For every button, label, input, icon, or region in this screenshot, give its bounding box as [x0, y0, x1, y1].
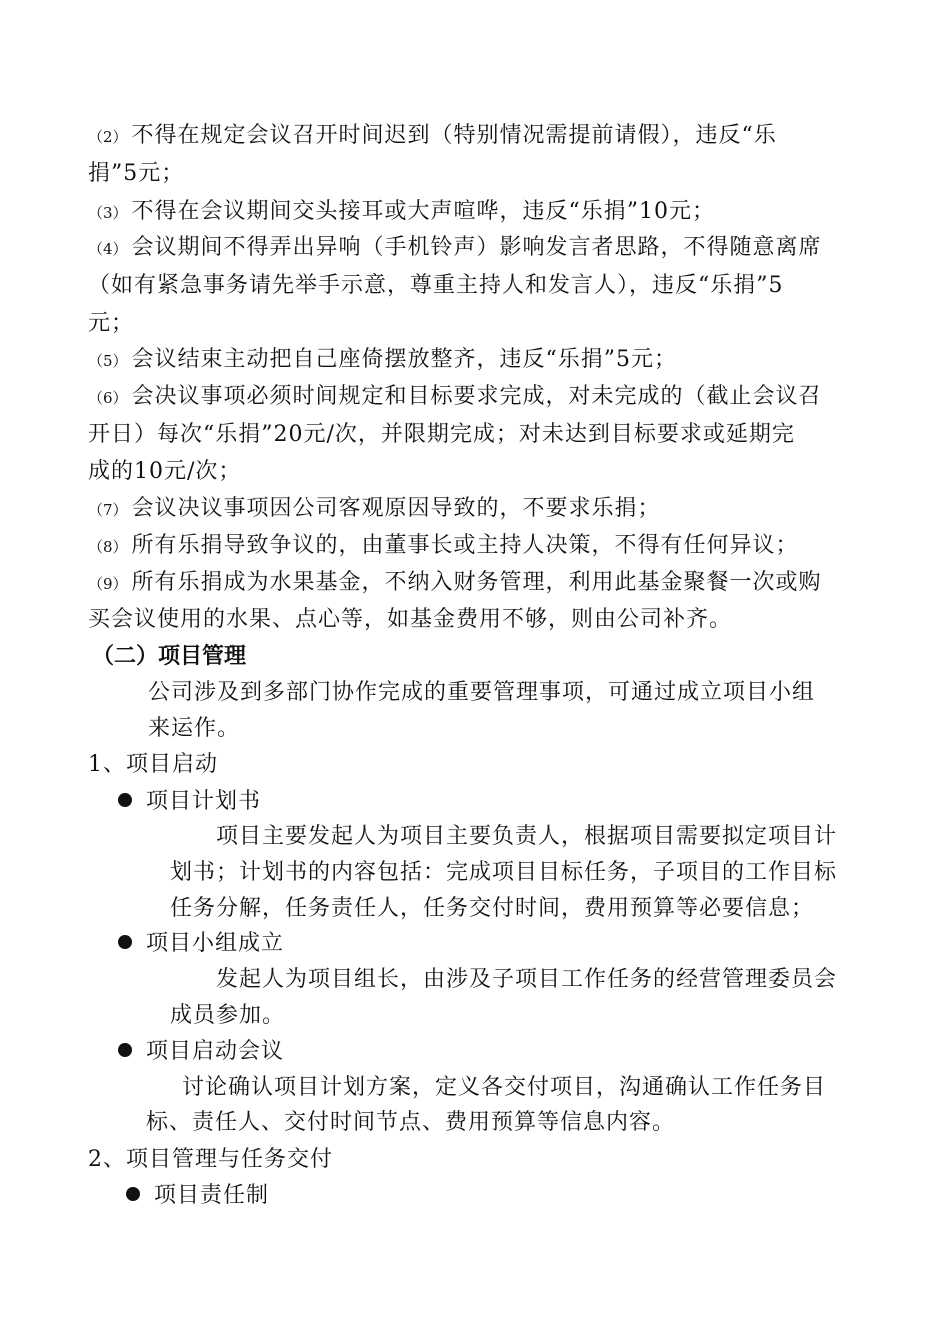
bullet-item [126, 1181, 269, 1211]
section-heading: （二）项目管理 [92, 644, 247, 669]
rule-text-continued: 捐”5元； [88, 161, 185, 186]
bullet-title: 项目小组成立 [146, 931, 285, 956]
rule-item-3 [88, 197, 715, 228]
rule-text: 所有乐捐成为水果基金，不纳入财务管理，利用此基金聚餐一次或购 [131, 570, 822, 595]
bullet-title: 项目计划书 [146, 789, 262, 814]
section-intro-continued: 来运作。 [148, 716, 241, 741]
bullet-item [118, 1037, 284, 1067]
rule-number: （6） [88, 389, 128, 407]
bullet-title: 项目责任制 [154, 1183, 270, 1208]
rule-text-continued: 开日）每次“乐捐”20元/次，并限期完成；对未达到目标要求或延期完 [88, 422, 795, 447]
rule-item-4 [88, 233, 822, 264]
bullet-body: 讨论确认项目计划方案，定义各交付项目，沟通确认工作任务目 [182, 1075, 827, 1100]
rule-item-6 [88, 382, 822, 413]
bullet-dot-icon [118, 793, 132, 807]
rule-text: 所有乐捐导致争议的，由董事长或主持人决策，不得有任何异议； [131, 533, 799, 558]
rule-text-continued: 成的10元/次； [88, 459, 242, 484]
bullet-body: 项目主要发起人为项目主要负责人，根据项目需要拟定项目计 [216, 824, 838, 849]
rule-number: （3） [88, 204, 128, 222]
bullet-dot-icon [118, 1043, 132, 1057]
rule-number: （4） [88, 240, 128, 258]
rule-text-continued: 元； [88, 311, 135, 336]
bullet-body: 发起人为项目组长，由涉及子项目工作任务的经营管理委员会 [216, 967, 838, 992]
rule-item-9 [88, 568, 822, 599]
rule-text-continued: 买会议使用的水果、点心等，如基金费用不够，则由公司补齐。 [88, 607, 733, 632]
subsection-title: 2、项目管理与任务交付 [88, 1147, 333, 1172]
rule-number: （5） [88, 352, 128, 370]
bullet-item [118, 929, 284, 959]
rule-item-7 [88, 494, 661, 525]
rule-text: 不得在会议期间交头接耳或大声喧哗，违反“乐捐”10元； [131, 199, 716, 224]
bullet-body-continued: 成员参加。 [170, 1003, 286, 1028]
rule-text: 会议结束主动把自己座倚摆放整齐，违反“乐捐”5元； [131, 347, 678, 372]
rule-text: 会决议事项必须时间规定和目标要求完成，对未完成的（截止会议召 [131, 384, 822, 409]
bullet-title: 项目启动会议 [146, 1039, 285, 1064]
section-intro: 公司涉及到多部门协作完成的重要管理事项，可通过成立项目小组 [148, 680, 816, 705]
rule-number: （9） [88, 575, 128, 593]
rule-item-5 [88, 345, 677, 376]
bullet-body-continued: 任务分解，任务责任人，任务交付时间，费用预算等必要信息； [170, 896, 815, 921]
rule-item-8 [88, 531, 799, 562]
rule-number: （7） [88, 501, 128, 519]
rule-text: 会议期间不得弄出异响（手机铃声）影响发言者思路，不得随意离席 [131, 235, 822, 260]
rule-text: 不得在规定会议召开时间迟到（特别情况需提前请假），违反“乐 [131, 123, 777, 148]
rule-number: （8） [88, 538, 128, 556]
rule-number: （2） [88, 128, 128, 146]
bullet-body-continued: 划书；计划书的内容包括：完成项目目标任务，子项目的工作目标 [170, 860, 838, 885]
bullet-dot-icon [118, 935, 132, 949]
subsection-title: 1、项目启动 [88, 752, 218, 777]
bullet-body-continued: 标、责任人、交付时间节点、费用预算等信息内容。 [146, 1110, 676, 1135]
bullet-dot-icon [126, 1187, 140, 1201]
rule-text-continued: （如有紧急事务请先举手示意，尊重主持人和发言人），违反“乐捐”5 [88, 273, 784, 298]
rule-item-2 [88, 121, 777, 152]
rule-text: 会议决议事项因公司客观原因导致的，不要求乐捐； [131, 496, 661, 521]
bullet-item [118, 787, 261, 817]
